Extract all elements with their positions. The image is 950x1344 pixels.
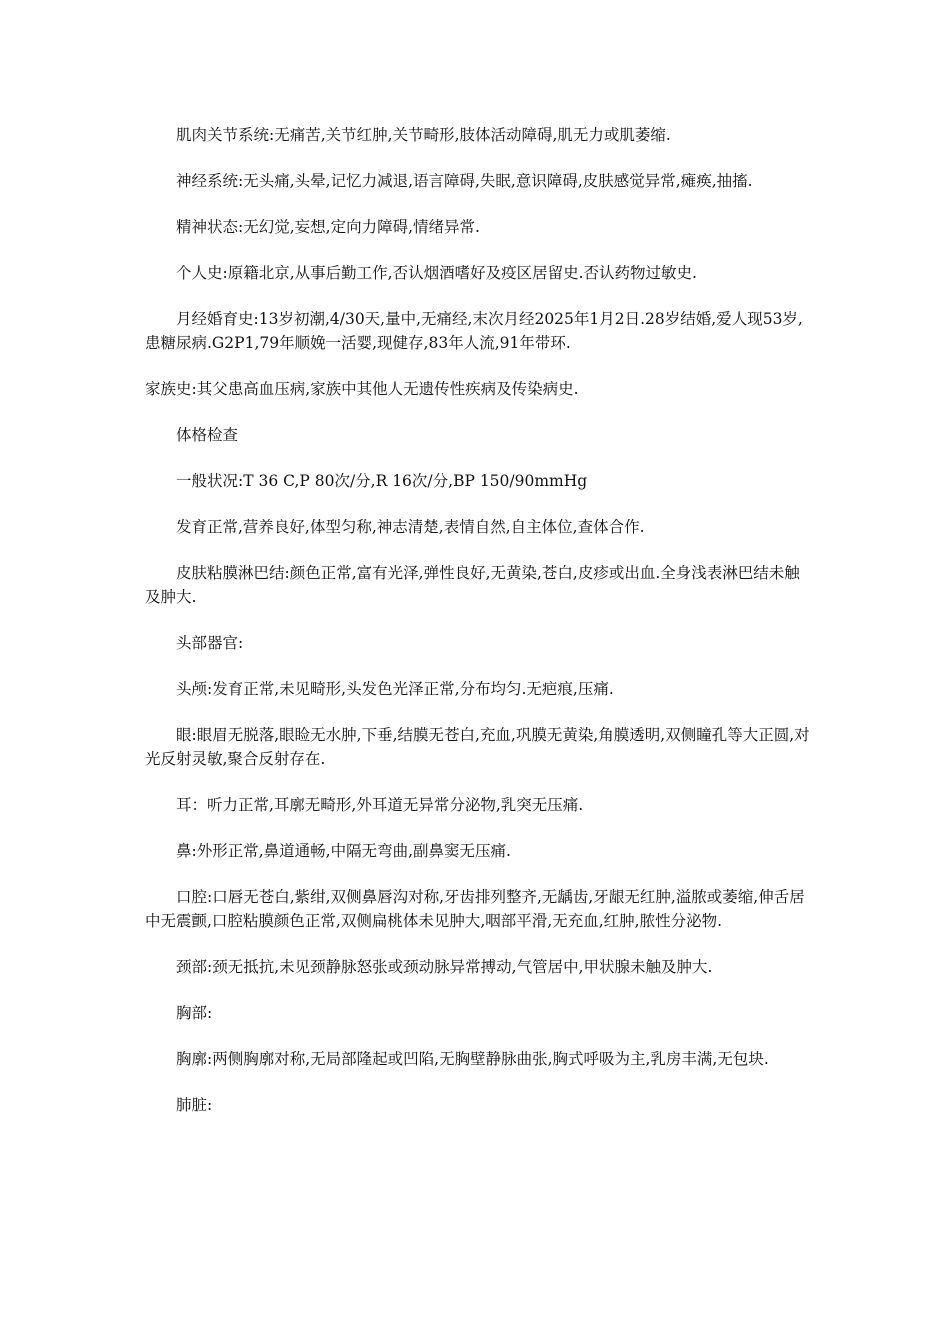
document-page [145, 123, 810, 1117]
nervous-system-paragraph: 神经系统:无头痛,头晕,记忆力减退,语言障碍,失眠,意识障碍,皮肤感觉异常,瘫痪,抽搐. [176, 172, 753, 190]
family-history-paragraph: 家族史:其父患高血压病,家族中其他人无遗传性疾病及传染病史. [145, 380, 579, 398]
skin-lymph-paragraph: 皮肤粘膜淋巴结:颜色正常,富有光泽,弹性良好,无黄染,苍白,皮疹或出血.全身浅表淋巴结未触及肿大. [145, 564, 800, 606]
mental-status-paragraph: 精神状态:无幻觉,妄想,定向力障碍,情绪异常. [176, 218, 480, 236]
lungs-heading: 肺脏: [176, 1096, 213, 1114]
oral-cavity-paragraph: 口腔:口唇无苍白,紫绀,双侧鼻唇沟对称,牙齿排列整齐,无龋齿,牙龈无红肿,溢脓或萎缩,伸舌居中无震颤,口腔粘膜颜色正常,双侧扁桃体未见肿大,咽部平滑,无充血,红肿,脓性分泌物. [145, 888, 805, 930]
nose-paragraph: 鼻:外形正常,鼻道通畅,中隔无弯曲,副鼻窦无压痛. [176, 842, 511, 860]
musculoskeletal-system-paragraph: 肌肉关节系统:无痛苦,关节红肿,关节畸形,肢体活动障碍,肌无力或肌萎缩. [176, 126, 671, 144]
general-condition-paragraph: 一般状况:T 36 C,P 80次/分,R 16次/分,BP 150/90mmHg [176, 472, 588, 490]
chest-heading: 胸部: [176, 1004, 213, 1022]
eyes-paragraph: 眼:眼眉无脱落,眼睑无水肿,下垂,结膜无苍白,充血,巩膜无黄染,角膜透明,双侧瞳孔等大正圆,对光反射灵敏,聚合反射存在. [145, 726, 810, 768]
thorax-paragraph: 胸廓:两侧胸廓对称,无局部隆起或凹陷,无胸壁静脉曲张,胸式呼吸为主,乳房丰满,无包块. [176, 1050, 769, 1068]
skull-paragraph: 头颅:发育正常,未见畸形,头发色光泽正常,分布均匀.无疤痕,压痛. [176, 680, 614, 698]
physical-exam-heading: 体格检查 [176, 426, 239, 444]
development-paragraph: 发育正常,营养良好,体型匀称,神志清楚,表情自然,自主体位,查体合作. [176, 518, 645, 536]
head-organs-heading: 头部器官: [176, 634, 244, 652]
menstrual-marital-history-paragraph: 月经婚育史:13岁初潮,4/30天,量中,无痛经,末次月经2025年1月2日.28岁结婚,爱人现53岁,患糖尿病.G2P1,79年顺娩一活婴,现健存,83年人流,91年带环. [145, 310, 803, 352]
personal-history-paragraph: 个人史:原籍北京,从事后勤工作,否认烟酒嗜好及疫区居留史.否认药物过敏史. [176, 264, 697, 282]
neck-paragraph: 颈部:颈无抵抗,未见颈静脉怒张或颈动脉异常搏动,气管居中,甲状腺未触及肿大. [176, 958, 713, 976]
ears-paragraph: 耳：听力正常,耳廓无畸形,外耳道无异常分泌物,乳突无压痛. [176, 796, 584, 814]
